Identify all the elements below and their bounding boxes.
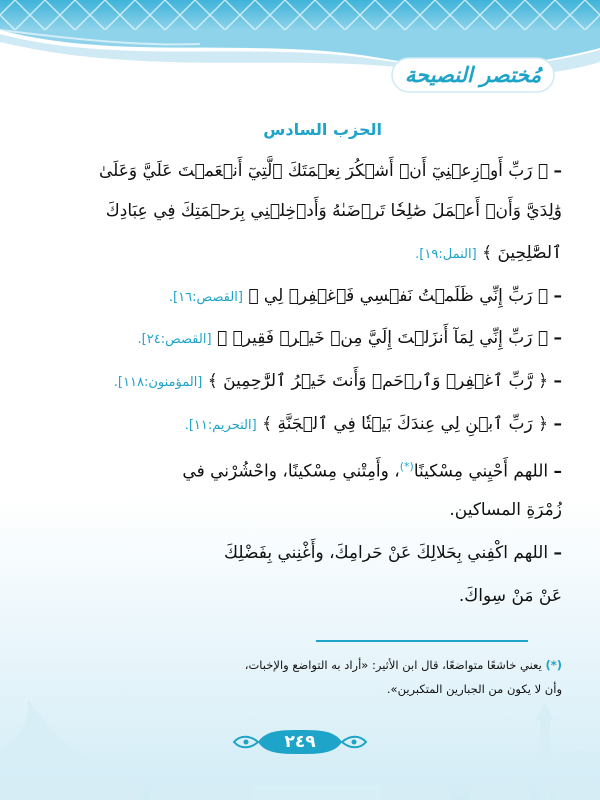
footnote-marker: (*) [399,460,414,473]
verse-reference: [النمل:١٩]. [415,247,477,262]
list-dash: – [553,371,562,391]
verse-line-7 [185,411,562,439]
footnote-marker: (*) [545,658,562,672]
verse-line-4 [169,283,562,311]
verse-reference: [القصص:١٦]. [168,290,243,305]
verse-text: ﴿ رَّبِّ ٱغۡفِرۡ وَٱرۡحَمۡ وَأَنتَ خَيۡرُ ٱلرَّٰحِمِينَ ﴾ [207,371,549,391]
list-dash: – [553,543,562,563]
supplication-line-1 [182,454,562,485]
verse-line-1 [99,158,562,184]
verse-reference: [القصص:٢٤]. [137,332,212,347]
list-dash: – [553,328,562,348]
verse-reference: [التحريم:١١]. [184,418,257,433]
list-dash: – [553,161,562,181]
verse-text: وَٰلِدَيَّ وَأَنۡ أَعۡمَلَ صَٰلِحٗا تَرۡضَىٰهُ وَأَدۡخِلۡنِي بِرَحۡمَتِكَ فِي عِبَادِكَ [105,201,562,221]
verse-line-2 [106,198,562,224]
list-dash: – [553,461,562,482]
footnote-line-1 [245,656,562,674]
verse-line-6 [114,368,562,396]
footnote-divider [316,640,528,642]
verse-line-3 [415,240,562,268]
verse-reference: [المؤمنون:١١٨]. [113,375,203,390]
page-number-container [230,727,370,757]
supplication-text: اللهم أَحْيِني مِسْكينًا [413,461,549,482]
verse-text: ﴿ رَبِّ ٱبۡنِ لِي عِندَكَ بَيۡتٗا فِي ٱلۡجَنَّةِ ﴾ [262,414,549,434]
verse-text: ٱلصَّٰلِحِينَ ﴾ [482,243,562,263]
verse-text: ﴿ رَبِّ إِنِّي ظَلَمۡتُ نَفۡسِي فَٱغۡفِرۡ لِي ﴾ [248,286,549,306]
footnote-text: وأن لا يكون من الجبارين المتكبرين». [386,682,562,696]
supplication-line-4 [459,583,562,609]
list-dash: – [553,414,562,434]
book-title: مُختصر النصيحة [404,61,542,87]
supplication-text: ، وأَمِتْني مِسْكينًا، واحْشُرْني في [182,461,400,482]
supplication-line-2 [449,497,562,523]
verse-text: ﴿ رَبِّ أَوۡزِعۡنِيٓ أَنۡ أَشۡكُرَ نِعۡمَتَكَ ٱلَّتِيٓ أَنۡعَمۡتَ عَلَيَّ وَعَلَىٰ [98,161,549,181]
page-number: ٢٤٩ [284,732,316,752]
list-dash: – [553,286,562,306]
supplication-text: عَنْ مَنْ سِواكَ. [458,586,562,606]
supplication-text: اللهم اكْفِني بِحَلالِكَ عَنْ حَرامِكَ، وأَغْنِني بِفَضْلِكَ [224,543,549,563]
section-heading: الحزب السادس [263,120,382,139]
supplication-line-3 [224,540,562,566]
supplication-text: زُمْرَةِ المساكين. [449,500,562,520]
footnote-text: يعني خاشعًا متواضعًا، قال ابن الأثير: «أراد به التواضع والإخبات، [244,658,542,672]
verse-text: ﴿ رَبِّ إِنِّي لِمَآ أَنزَلۡتَ إِلَيَّ مِنۡ خَيۡرٖ فَقِيرٞ ﴾ [216,328,549,348]
verse-line-5 [138,325,562,353]
